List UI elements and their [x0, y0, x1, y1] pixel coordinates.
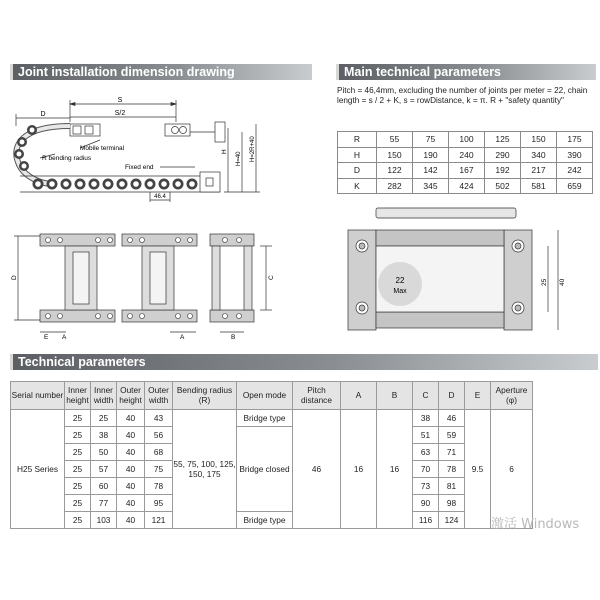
serial-number-cell: H25 Series	[11, 410, 65, 529]
inner-height-cell: 25	[65, 444, 91, 461]
inner-height-cell: 25	[65, 410, 91, 427]
a-cell: 16	[341, 410, 377, 529]
chain-link-hole	[91, 181, 97, 187]
inner-width-cell: 38	[91, 427, 117, 444]
chain-link-hole	[77, 181, 83, 187]
header-cell: Pitch distance	[293, 382, 341, 410]
header-cell: Serial number	[11, 382, 65, 410]
param-cell: 150	[377, 147, 413, 163]
dim-label-e: E	[44, 334, 49, 341]
aperture-cell: 6	[491, 410, 533, 529]
param-cell: 192	[485, 163, 521, 179]
c-cell: 70	[413, 461, 439, 478]
outer-height-cell: 40	[117, 512, 145, 529]
outer-height-cell: 40	[117, 495, 145, 512]
inner-width-cell: 60	[91, 478, 117, 495]
dim-label-40: 40	[559, 278, 566, 286]
outer-width-cell: 68	[145, 444, 173, 461]
outer-height-cell: 40	[117, 427, 145, 444]
label-mobile-terminal: Mobile terminal	[80, 145, 125, 152]
chain-cross-section-drawing	[340, 206, 570, 338]
c-cell: 116	[413, 512, 439, 529]
header-cell: Inner width	[91, 382, 117, 410]
inner-width-cell: 103	[91, 512, 117, 529]
d-cell: 124	[439, 512, 465, 529]
dim-label-b: B	[231, 334, 236, 341]
pitch-cell: 46	[293, 410, 341, 529]
c-cell: 51	[413, 427, 439, 444]
header-cell: Inner height	[65, 382, 91, 410]
outer-height-cell: 40	[117, 410, 145, 427]
d-cell: 98	[439, 495, 465, 512]
b-cell: 16	[377, 410, 413, 529]
param-row-label: K	[338, 178, 377, 194]
chain-link-hole	[175, 181, 181, 187]
header-cell: Bending radius (R)	[173, 382, 237, 410]
header-cell: E	[465, 382, 491, 410]
dim-label-h40: H=40	[236, 151, 242, 166]
inner-height-cell: 25	[65, 478, 91, 495]
open-mode-cell: Bridge type	[237, 410, 293, 427]
dim-label-a-left: A	[62, 334, 67, 341]
chain-link-hole	[49, 181, 55, 187]
dim-label-c: C	[268, 275, 275, 280]
chain-side-view-drawing	[10, 92, 270, 204]
section-title-technical-parameters: Technical parameters	[10, 354, 598, 370]
outer-width-cell: 121	[145, 512, 173, 529]
param-cell: 242	[557, 163, 593, 179]
inner-height-cell: 25	[65, 495, 91, 512]
chain-link-hole	[147, 181, 153, 187]
outer-width-cell: 95	[145, 495, 173, 512]
outer-width-cell: 56	[145, 427, 173, 444]
param-cell: 55	[377, 132, 413, 148]
outer-width-cell: 78	[145, 478, 173, 495]
dim-label-pitch: 46.4	[154, 194, 166, 200]
chain-front-view-drawing	[10, 228, 290, 346]
inner-width-cell: 57	[91, 461, 117, 478]
param-cell: 424	[449, 178, 485, 194]
label-fixed-end: Fixed end	[125, 164, 154, 171]
dim-label-d: D	[40, 111, 46, 118]
c-cell: 73	[413, 478, 439, 495]
bending-radius-cell: 55, 75, 100, 125, 150, 175	[173, 410, 237, 529]
param-cell: 167	[449, 163, 485, 179]
dim-label-d-front: D	[11, 275, 18, 280]
param-row-label: D	[338, 163, 377, 179]
param-cell: 175	[557, 132, 593, 148]
param-cell: 290	[485, 147, 521, 163]
param-cell: 345	[413, 178, 449, 194]
technical-parameters-table	[10, 381, 533, 529]
table-row	[11, 427, 533, 444]
chain-link-hole	[133, 181, 139, 187]
dim-label-25: 25	[541, 278, 548, 286]
inner-width-cell: 50	[91, 444, 117, 461]
c-cell: 38	[413, 410, 439, 427]
dim-label-h2r40: H=2R+40	[250, 136, 256, 162]
param-row-label: R	[338, 132, 377, 148]
param-cell: 217	[521, 163, 557, 179]
param-cell: 142	[413, 163, 449, 179]
param-row-k	[338, 178, 593, 194]
param-cell: 240	[449, 147, 485, 163]
table-row	[11, 512, 533, 529]
outer-width-cell: 43	[145, 410, 173, 427]
label-bending-radius: R bending radius	[42, 155, 92, 162]
d-cell: 59	[439, 427, 465, 444]
param-cell: 502	[485, 178, 521, 194]
inner-height-cell: 25	[65, 427, 91, 444]
param-cell: 75	[413, 132, 449, 148]
param-cell: 282	[377, 178, 413, 194]
chain-link-hole	[189, 181, 195, 187]
header-cell: Outer width	[145, 382, 173, 410]
outer-height-cell: 40	[117, 461, 145, 478]
param-row-label: H	[338, 147, 377, 163]
param-row-d	[338, 163, 593, 179]
param-cell: 340	[521, 147, 557, 163]
main-parameters-description: Pitch = 46,4mm, excluding the number of joints per meter = 22, chain length = s / 2 + K, s = rowDistance, k = π. R + "safety quantity"	[337, 86, 588, 105]
c-cell: 90	[413, 495, 439, 512]
section-title-joint-drawing: Joint installation dimension drawing	[10, 64, 312, 80]
inner-height-cell: 25	[65, 512, 91, 529]
header-cell: B	[377, 382, 413, 410]
chain-link-hole	[119, 181, 125, 187]
header-cell: C	[413, 382, 439, 410]
header-cell: Open mode	[237, 382, 293, 410]
param-cell: 125	[485, 132, 521, 148]
header-cell: A	[341, 382, 377, 410]
table-row	[11, 410, 533, 427]
chain-link-hole	[35, 181, 41, 187]
c-cell: 63	[413, 444, 439, 461]
param-cell: 190	[413, 147, 449, 163]
dim-label-h: H	[221, 149, 228, 154]
param-cell: 150	[521, 132, 557, 148]
inner-width-cell: 25	[91, 410, 117, 427]
header-cell: D	[439, 382, 465, 410]
main-parameters-table	[337, 131, 593, 194]
section-title-main-parameters: Main technical parameters	[336, 64, 596, 80]
activation-watermark: 激活 Windows	[491, 517, 580, 532]
header-cell: Aperture (φ)	[491, 382, 533, 410]
d-cell: 71	[439, 444, 465, 461]
param-cell: 659	[557, 178, 593, 194]
d-cell: 81	[439, 478, 465, 495]
open-mode-cell: Bridge type	[237, 512, 293, 529]
inner-width-cell: 77	[91, 495, 117, 512]
param-cell: 122	[377, 163, 413, 179]
badge-max-label: Max	[393, 288, 407, 295]
dim-label-a-right: A	[180, 334, 185, 341]
outer-height-cell: 40	[117, 478, 145, 495]
outer-width-cell: 75	[145, 461, 173, 478]
chain-link-hole	[63, 181, 69, 187]
param-row-r	[338, 132, 593, 148]
d-cell: 46	[439, 410, 465, 427]
param-cell: 581	[521, 178, 557, 194]
inner-height-cell: 25	[65, 461, 91, 478]
d-cell: 78	[439, 461, 465, 478]
e-cell: 9.5	[465, 410, 491, 529]
param-cell: 390	[557, 147, 593, 163]
badge-number: 22	[395, 276, 405, 285]
open-mode-cell: Bridge closed	[237, 427, 293, 512]
header-cell: Outer height	[117, 382, 145, 410]
chain-link-hole	[105, 181, 111, 187]
outer-height-cell: 40	[117, 444, 145, 461]
param-row-h	[338, 147, 593, 163]
dim-label-s: S	[117, 97, 123, 104]
chain-link-hole	[161, 181, 167, 187]
param-cell: 100	[449, 132, 485, 148]
dim-label-s-half: S/2	[114, 110, 126, 117]
